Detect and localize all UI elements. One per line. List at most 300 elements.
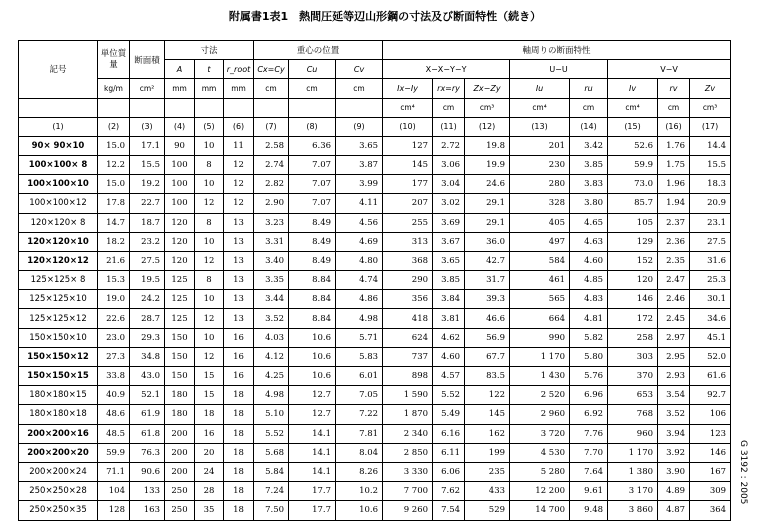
section-symbol: 180×180×18 [19,405,98,424]
header-axis-props: 軸周りの断面特性 [383,41,731,60]
table-cell: 8.04 [336,443,383,462]
table-cell: 3.23 [254,213,289,232]
header-u-group: U−U [510,60,608,79]
table-cell: 5.52 [254,424,289,443]
table-cell: 200 [165,424,195,443]
table-row [19,443,731,462]
header-blank [165,98,195,117]
column-number: (3) [130,117,165,136]
table-cell: 328 [510,194,570,213]
table-cell: 368 [383,251,433,270]
table-cell: 5.83 [336,347,383,366]
table-cell: 4.98 [254,386,289,405]
table-cell: 2.58 [254,136,289,155]
table-cell: 10 [195,328,224,347]
table-cell: 565 [510,290,570,309]
table-cell: 7.81 [336,424,383,443]
column-number: (12) [465,117,510,136]
table-cell: 34.8 [130,347,165,366]
header-symbol: 記号 [19,41,98,99]
table-cell: 18.7 [130,213,165,232]
table-cell: 18 [224,443,254,462]
table-cell: 230 [510,155,570,174]
table-cell: 163 [130,501,165,520]
header-sym-rroot: r_root [224,60,254,79]
table-cell: 3.99 [336,175,383,194]
table-cell: 27.5 [130,251,165,270]
table-cell: 145 [465,405,510,424]
column-number: (16) [658,117,690,136]
table-cell: 12 [195,194,224,213]
table-cell: 2.47 [658,271,690,290]
header-dimensions: 寸法 [165,41,254,60]
table-cell: 6.11 [433,443,465,462]
table-cell: 42.7 [465,251,510,270]
column-number: (9) [336,117,383,136]
table-cell: 290 [383,271,433,290]
header-unit: mm [165,79,195,98]
column-number: (6) [224,117,254,136]
table-title: 附属書1表1 熱間圧延等辺山形鋼の寸法及び断面特性（続き） [228,10,542,23]
table-cell: 27.3 [98,347,130,366]
table-cell: 5.68 [254,443,289,462]
table-cell: 7.70 [570,443,608,462]
table-cell: 23.1 [690,213,731,232]
table-cell: 3.67 [433,232,465,251]
table-cell: 3.83 [570,175,608,194]
table-cell: 3.69 [433,213,465,232]
table-cell: 1.76 [658,136,690,155]
table-cell: 12 [195,309,224,328]
table-row [19,462,731,481]
header-blank [336,98,383,117]
table-cell: 3 330 [383,462,433,481]
table-cell: 15.5 [130,155,165,174]
table-cell: 7.07 [289,175,336,194]
column-number: (15) [608,117,658,136]
header-unit: cm³ [690,98,731,117]
header-unit: cm [289,79,336,98]
table-cell: 145 [383,155,433,174]
table-cell: 653 [608,386,658,405]
table-cell: 150 [165,347,195,366]
table-cell: 1.75 [658,155,690,174]
table-cell: 200 [165,462,195,481]
table-cell: 4.11 [336,194,383,213]
table-cell: 3.54 [658,386,690,405]
table-cell: 24.2 [130,290,165,309]
table-cell: 10.6 [289,367,336,386]
table-cell: 105 [608,213,658,232]
table-cell: 67.7 [465,347,510,366]
table-cell: 2.93 [658,367,690,386]
table-cell: 3.52 [658,405,690,424]
table-cell: 10.6 [336,501,383,520]
table-cell: 36.0 [465,232,510,251]
section-symbol: 250×250×28 [19,482,98,501]
table-cell: 4.87 [658,501,690,520]
table-cell: 61.9 [130,405,165,424]
table-cell: 19.8 [465,136,510,155]
table-cell: 146 [608,290,658,309]
header-unit: cm³ [465,98,510,117]
table-cell: 235 [465,462,510,481]
table-cell: 4.86 [336,290,383,309]
table-cell: 17.8 [98,194,130,213]
header-sym-cx: Cx=Cy [254,60,289,79]
table-cell: 2.74 [254,155,289,174]
table-row [19,386,731,405]
header-unit: cm² [130,79,165,98]
table-cell: 5.76 [570,367,608,386]
table-cell: 3.04 [433,175,465,194]
table-cell: 10.2 [336,482,383,501]
column-number: (5) [195,117,224,136]
header-sym-iu: Iu [510,79,570,98]
section-symbol: 100×100×10 [19,175,98,194]
table-cell: 120 [165,213,195,232]
table-cell: 1.96 [658,175,690,194]
table-cell: 2.35 [658,251,690,270]
table-cell: 4.62 [433,328,465,347]
table-cell: 4.69 [336,232,383,251]
table-cell: 3.31 [254,232,289,251]
section-symbol: 200×200×24 [19,462,98,481]
table-cell: 2 850 [383,443,433,462]
table-cell: 303 [608,347,658,366]
column-number: (17) [690,117,731,136]
table-cell: 150 [165,328,195,347]
table-cell: 85.7 [608,194,658,213]
table-cell: 7.76 [570,424,608,443]
table-cell: 7.22 [336,405,383,424]
table-cell: 201 [510,136,570,155]
table-cell: 3.65 [433,251,465,270]
table-cell: 83.5 [465,367,510,386]
table-cell: 7.64 [570,462,608,481]
table-cell: 3.84 [433,290,465,309]
column-number: (13) [510,117,570,136]
header-blank [289,98,336,117]
table-row [19,271,731,290]
table-cell: 15 [195,367,224,386]
table-cell: 8.49 [289,213,336,232]
table-cell: 16 [224,328,254,347]
table-cell: 405 [510,213,570,232]
table-cell: 2.90 [254,194,289,213]
table-cell: 4.74 [336,271,383,290]
table-cell: 12 [224,175,254,194]
header-sym-t: t [195,60,224,79]
table-cell: 14.4 [690,136,731,155]
table-cell: 13 [224,251,254,270]
table-cell: 4.80 [336,251,383,270]
table-cell: 29.1 [465,194,510,213]
table-cell: 497 [510,232,570,251]
table-cell: 52.0 [690,347,731,366]
header-unit: cm [433,98,465,117]
table-cell: 15.0 [98,175,130,194]
section-symbol: 200×200×16 [19,424,98,443]
header-sym-cu: Cu [289,60,336,79]
table-cell: 737 [383,347,433,366]
table-cell: 5.49 [433,405,465,424]
section-symbol: 125×125×12 [19,309,98,328]
table-cell: 17.7 [289,501,336,520]
table-cell: 3.85 [433,271,465,290]
table-cell: 73.0 [608,175,658,194]
section-symbol: 120×120× 8 [19,213,98,232]
section-symbol: 90× 90×10 [19,136,98,155]
table-cell: 3.81 [433,309,465,328]
table-cell: 12.2 [98,155,130,174]
header-xy-group: X−X−Y−Y [383,60,510,79]
table-cell: 6.16 [433,424,465,443]
header-unit: mm [195,79,224,98]
header-sym-rv: rv [658,79,690,98]
table-cell: 59.9 [608,155,658,174]
header-blank [98,98,130,117]
table-cell: 12.7 [289,386,336,405]
table-cell: 5.84 [254,462,289,481]
table-cell: 29.3 [130,328,165,347]
table-cell: 418 [383,309,433,328]
table-cell: 33.8 [98,367,130,386]
table-cell: 18 [224,462,254,481]
table-cell: 3.42 [570,136,608,155]
table-cell: 3.06 [433,155,465,174]
table-cell: 133 [130,482,165,501]
header-sym-zv: Zv [690,79,731,98]
table-cell: 180 [165,405,195,424]
table-cell: 28.7 [130,309,165,328]
table-cell: 4.57 [433,367,465,386]
table-cell: 71.1 [98,462,130,481]
section-symbol: 120×120×12 [19,251,98,270]
table-cell: 22.6 [98,309,130,328]
table-cell: 3.65 [336,136,383,155]
table-cell: 15.5 [690,155,731,174]
column-number: (14) [570,117,608,136]
table-cell: 31.6 [690,251,731,270]
table-row [19,309,731,328]
table-cell: 3.02 [433,194,465,213]
table-cell: 7 700 [383,482,433,501]
table-cell: 10.6 [289,328,336,347]
table-cell: 100 [165,194,195,213]
table-cell: 120 [608,271,658,290]
table-cell: 56.9 [465,328,510,347]
table-cell: 2.36 [658,232,690,251]
table-cell: 4.25 [254,367,289,386]
header-unit: cm [254,79,289,98]
table-cell: 898 [383,367,433,386]
table-cell: 52.6 [608,136,658,155]
table-cell: 12 [224,194,254,213]
table-cell: 10.6 [289,347,336,366]
table-cell: 27.5 [690,232,731,251]
table-cell: 3.94 [658,424,690,443]
table-cell: 90 [165,136,195,155]
table-cell: 48.6 [98,405,130,424]
table-cell: 8.49 [289,232,336,251]
table-cell: 13 [224,232,254,251]
table-cell: 664 [510,309,570,328]
table-cell: 4.65 [570,213,608,232]
header-sym-ix: Ix−Iy [383,79,433,98]
table-row [19,347,731,366]
table-row [19,328,731,347]
table-cell: 106 [690,405,731,424]
header-blank [224,98,254,117]
table-cell: 15.3 [98,271,130,290]
table-cell: 5.82 [570,328,608,347]
table-cell: 10 [195,232,224,251]
table-cell: 177 [383,175,433,194]
table-cell: 61.8 [130,424,165,443]
table-cell: 7.54 [433,501,465,520]
table-cell: 9.61 [570,482,608,501]
table-cell: 3 860 [608,501,658,520]
table-cell: 1 170 [608,443,658,462]
table-cell: 8.49 [289,251,336,270]
table-cell: 52.1 [130,386,165,405]
header-sym-zx: Zx−Zy [465,79,510,98]
section-symbol: 150×150×10 [19,328,98,347]
table-cell: 5.71 [336,328,383,347]
table-cell: 6.01 [336,367,383,386]
table-cell: 29.1 [465,213,510,232]
table-cell: 167 [690,462,731,481]
table-cell: 23.2 [130,232,165,251]
table-cell: 1 170 [510,347,570,366]
table-cell: 14.1 [289,443,336,462]
table-cell: 199 [465,443,510,462]
table-cell: 16 [195,424,224,443]
table-cell: 10 [195,290,224,309]
table-cell: 3.80 [570,194,608,213]
header-blank [130,98,165,117]
table-row [19,232,731,251]
table-cell: 14.1 [289,462,336,481]
section-symbol: 125×125× 8 [19,271,98,290]
table-cell: 152 [608,251,658,270]
table-cell: 17.1 [130,136,165,155]
header-centroid: 重心の位置 [254,41,383,60]
table-cell: 5.80 [570,347,608,366]
table-row [19,136,731,155]
table-cell: 7.50 [254,501,289,520]
table-cell: 280 [510,175,570,194]
table-cell: 180 [165,386,195,405]
table-cell: 3 170 [608,482,658,501]
table-cell: 129 [608,232,658,251]
table-cell: 4.89 [658,482,690,501]
section-symbol: 250×250×35 [19,501,98,520]
table-cell: 19.9 [465,155,510,174]
table-cell: 18 [195,405,224,424]
table-cell: 123 [690,424,731,443]
table-cell: 19.2 [130,175,165,194]
table-cell: 22.7 [130,194,165,213]
table-cell: 7.62 [433,482,465,501]
table-cell: 313 [383,232,433,251]
table-cell: 12 [195,347,224,366]
table-cell: 24.6 [465,175,510,194]
table-cell: 61.6 [690,367,731,386]
table-row [19,251,731,270]
table-cell: 990 [510,328,570,347]
table-cell: 18.3 [690,175,731,194]
table-cell: 122 [465,386,510,405]
table-cell: 18.2 [98,232,130,251]
table-cell: 4.03 [254,328,289,347]
table-cell: 2.95 [658,347,690,366]
column-number: (2) [98,117,130,136]
table-cell: 16 [224,367,254,386]
properties-table [18,40,731,521]
table-cell: 100 [165,155,195,174]
header-unit: cm [336,79,383,98]
table-cell: 28 [195,482,224,501]
table-cell: 356 [383,290,433,309]
table-cell: 2.97 [658,328,690,347]
header-sym-cv: Cv [336,60,383,79]
header-unit: cm⁴ [383,98,433,117]
table-cell: 960 [608,424,658,443]
table-cell: 8.84 [289,290,336,309]
table-cell: 4.60 [433,347,465,366]
table-cell: 1 430 [510,367,570,386]
table-cell: 5.52 [433,386,465,405]
table-cell: 3.52 [254,309,289,328]
table-cell: 1 380 [608,462,658,481]
table-cell: 14.1 [289,424,336,443]
column-number: (10) [383,117,433,136]
table-cell: 2.72 [433,136,465,155]
table-cell: 8.26 [336,462,383,481]
table-cell: 4.83 [570,290,608,309]
table-row [19,155,731,174]
table-cell: 24 [195,462,224,481]
table-cell: 128 [98,501,130,520]
table-cell: 4.98 [336,309,383,328]
header-unit: mm [224,79,254,98]
table-cell: 100 [165,175,195,194]
standard-number: G 3192 : 2005 [738,440,748,505]
table-cell: 7.07 [289,155,336,174]
table-cell: 6.36 [289,136,336,155]
table-cell: 3.85 [570,155,608,174]
section-symbol: 100×100× 8 [19,155,98,174]
table-cell: 12 200 [510,482,570,501]
column-number: (1) [19,117,98,136]
table-cell: 1 870 [383,405,433,424]
table-cell: 364 [690,501,731,520]
table-cell: 2 340 [383,424,433,443]
table-cell: 35 [195,501,224,520]
header-blank [195,98,224,117]
table-cell: 120 [165,232,195,251]
header-unit-mass: 単位質量 [98,41,130,79]
table-cell: 146 [690,443,731,462]
table-cell: 13 [224,213,254,232]
table-row [19,175,731,194]
table-cell: 12 [195,251,224,270]
header-sym-rx: rx=ry [433,79,465,98]
table-cell: 90.6 [130,462,165,481]
table-cell: 370 [608,367,658,386]
